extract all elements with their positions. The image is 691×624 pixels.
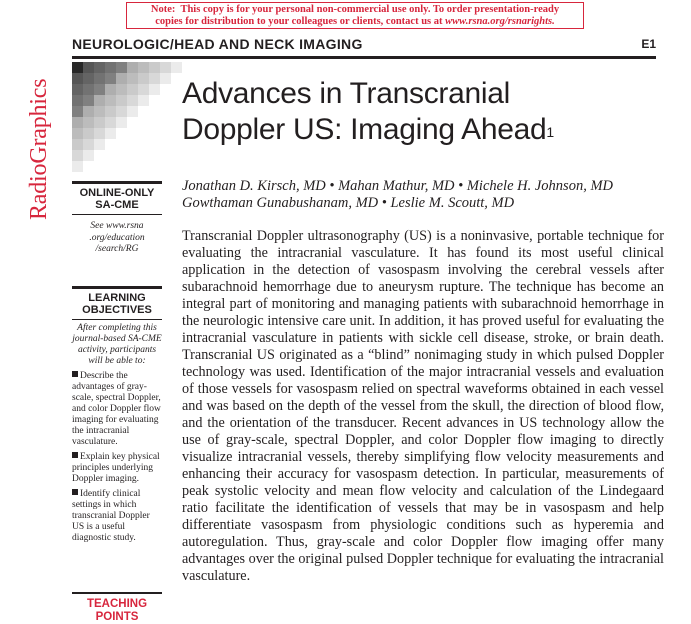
mosaic-tile bbox=[105, 117, 116, 128]
learning-objectives-heading bbox=[72, 286, 162, 320]
mosaic-tile bbox=[72, 84, 83, 95]
mosaic-tile bbox=[94, 73, 105, 84]
cme-link-line-2: .org/education bbox=[89, 232, 145, 243]
bullet-square-icon bbox=[72, 489, 78, 495]
mosaic-tile bbox=[105, 73, 116, 84]
mosaic-tile bbox=[94, 84, 105, 95]
learning-objectives-box bbox=[72, 286, 162, 544]
cme-link-line-3: /search/RG bbox=[95, 244, 139, 254]
bullet-square-icon bbox=[72, 371, 78, 377]
lo-heading-line-2: OBJECTIVES bbox=[82, 304, 152, 316]
mosaic-tile bbox=[116, 117, 127, 128]
mosaic-tile bbox=[138, 73, 149, 84]
copyright-notice bbox=[126, 2, 584, 29]
cme-heading bbox=[72, 181, 162, 215]
mosaic-tile bbox=[160, 62, 171, 73]
mosaic-tile bbox=[116, 84, 127, 95]
mosaic-tile bbox=[72, 139, 83, 150]
mosaic-tile bbox=[127, 106, 138, 117]
mosaic-tile bbox=[160, 73, 171, 84]
mosaic-tile bbox=[105, 128, 116, 139]
mosaic-tile bbox=[83, 106, 94, 117]
teaching-line-1: TEACHING bbox=[86, 598, 148, 610]
gradient-mosaic-graphic bbox=[72, 62, 182, 172]
notice-url[interactable]: www.rsna.org/rsnarights. bbox=[445, 16, 555, 27]
mosaic-tile bbox=[105, 62, 116, 73]
article-title bbox=[182, 76, 662, 148]
teaching-points-heading[interactable] bbox=[72, 592, 162, 624]
mosaic-tile bbox=[94, 139, 105, 150]
bullet-square-icon bbox=[72, 452, 78, 458]
mosaic-tile bbox=[149, 62, 160, 73]
mosaic-tile bbox=[116, 73, 127, 84]
mosaic-tile bbox=[116, 95, 127, 106]
section-header bbox=[72, 34, 656, 59]
objective-item bbox=[72, 452, 162, 485]
abstract-text: Transcranial Doppler ultrasonography (US) is a noninvasive, portable technique for evaluating the intracranial vasculature. It has found its most useful clinical application in the detection of vasospasm involving the cerebral vessels after subarachnoid hemorrhage due to aneurysm rupture. The technique has become an integral part of monitoring and managing patients with subarachnoid hemorrhage in the neurologic intensive care unit. In addition, it has proved useful for evaluating the intracranial vasculature in patients with sickle cell disease, stroke, or brain death. Transcranial US originated as a “blind” nonimaging study in which pulsed Doppler technology was used. Identification of the major intracranial vessels and evaluation of those vessels for vasospasm relied on spectral waveforms obtained in each vessel and was based on the depth of the vessel from the skull, the direction of blood flow, and the orientation of the transducer. Recent advances in US technology allow the use of gray-scale, spectral Doppler, and color Doppler flow imaging to directly visualize intracranial vessels, thereby simplifying flow velocity measurements and enhancing their accuracy for vasospasm detection. In particular, measurements of peak systolic velocity and mean flow velocity and calculation of the Lindegaard ratio facilitate the identification of vessels that may be in vasospasm and help differentiate vasospasm from physiologic conditions such as hyperemia and autoregulation. Thus, gray-scale and color Doppler flow imaging offer many advantages over the original pulsed Doppler technique for evaluating the intracranial vasculature. bbox=[182, 228, 664, 584]
section-title: NEUROLOGIC/HEAD AND NECK IMAGING bbox=[72, 36, 363, 52]
notice-label: Note: bbox=[150, 4, 176, 15]
mosaic-tile bbox=[116, 62, 127, 73]
notice-line1: This copy is for your personal non-commercial use only. To order presentation-ready bbox=[180, 4, 560, 15]
mosaic-tile bbox=[127, 73, 138, 84]
mosaic-tile bbox=[149, 84, 160, 95]
mosaic-tile bbox=[94, 106, 105, 117]
mosaic-tile bbox=[149, 73, 160, 84]
author-list bbox=[182, 178, 662, 212]
mosaic-tile bbox=[83, 117, 94, 128]
mosaic-tile bbox=[83, 95, 94, 106]
title-line-1: Advances in Transcranial bbox=[182, 77, 510, 110]
mosaic-tile bbox=[116, 106, 127, 117]
objective-text: Explain key physical principles underlying Doppler imaging. bbox=[72, 452, 160, 484]
mosaic-tile bbox=[72, 117, 83, 128]
authors-line-2: Gowthaman Gunabushanam, MD • Leslie M. Scoutt, MD bbox=[182, 195, 515, 211]
cme-box bbox=[72, 181, 162, 256]
mosaic-tile bbox=[83, 139, 94, 150]
objective-item bbox=[72, 371, 162, 448]
objective-text: Identify clinical settings in which transcranial Doppler US is a useful diagnostic study. bbox=[72, 489, 150, 543]
cme-heading-line-2: SA-CME bbox=[95, 199, 139, 211]
mosaic-tile bbox=[83, 150, 94, 161]
page-number: E1 bbox=[641, 37, 656, 51]
mosaic-tile bbox=[127, 95, 138, 106]
objective-text: Describe the advantages of gray-scale, spectral Doppler, and color Doppler flow imaging for evaluating the intracranial vasculature. bbox=[72, 371, 161, 447]
journal-name: RadioGraphics bbox=[26, 78, 52, 220]
mosaic-tile bbox=[105, 84, 116, 95]
mosaic-tile bbox=[94, 95, 105, 106]
mosaic-tile bbox=[138, 62, 149, 73]
mosaic-tile bbox=[72, 150, 83, 161]
mosaic-tile bbox=[138, 84, 149, 95]
mosaic-tile bbox=[72, 73, 83, 84]
lo-heading-line-1: LEARNING bbox=[88, 292, 146, 304]
cme-heading-line-1: ONLINE-ONLY bbox=[79, 187, 155, 199]
mosaic-tile bbox=[94, 62, 105, 73]
mosaic-tile bbox=[105, 95, 116, 106]
mosaic-tile bbox=[138, 95, 149, 106]
learning-objectives-intro: After completing this journal-based SA-CME activity, participants will be able to: bbox=[72, 323, 162, 366]
mosaic-tile bbox=[83, 62, 94, 73]
title-line-2: Doppler US: Imaging Ahead bbox=[182, 113, 547, 146]
mosaic-tile bbox=[72, 128, 83, 139]
mosaic-tile bbox=[127, 84, 138, 95]
notice-line2: copies for distribution to your colleagues or clients, contact us at bbox=[155, 16, 443, 27]
journal-logo bbox=[26, 60, 52, 220]
mosaic-tile bbox=[83, 73, 94, 84]
cme-link[interactable] bbox=[72, 215, 162, 256]
mosaic-tile bbox=[72, 161, 83, 172]
mosaic-tile bbox=[72, 106, 83, 117]
mosaic-tile bbox=[72, 62, 83, 73]
title-footnote-marker: 1 bbox=[546, 124, 554, 140]
mosaic-tile bbox=[127, 62, 138, 73]
mosaic-tile bbox=[94, 128, 105, 139]
mosaic-tile bbox=[72, 95, 83, 106]
objective-item bbox=[72, 489, 162, 544]
mosaic-tile bbox=[83, 84, 94, 95]
mosaic-tile bbox=[83, 128, 94, 139]
mosaic-tile bbox=[171, 62, 182, 73]
teaching-line-2: POINTS bbox=[95, 611, 139, 623]
cme-link-line-1: See www.rsna bbox=[90, 221, 144, 231]
mosaic-tile bbox=[105, 106, 116, 117]
authors-line-1: Jonathan D. Kirsch, MD • Mahan Mathur, MD • Michele H. Johnson, MD bbox=[182, 178, 613, 194]
mosaic-tile bbox=[94, 117, 105, 128]
